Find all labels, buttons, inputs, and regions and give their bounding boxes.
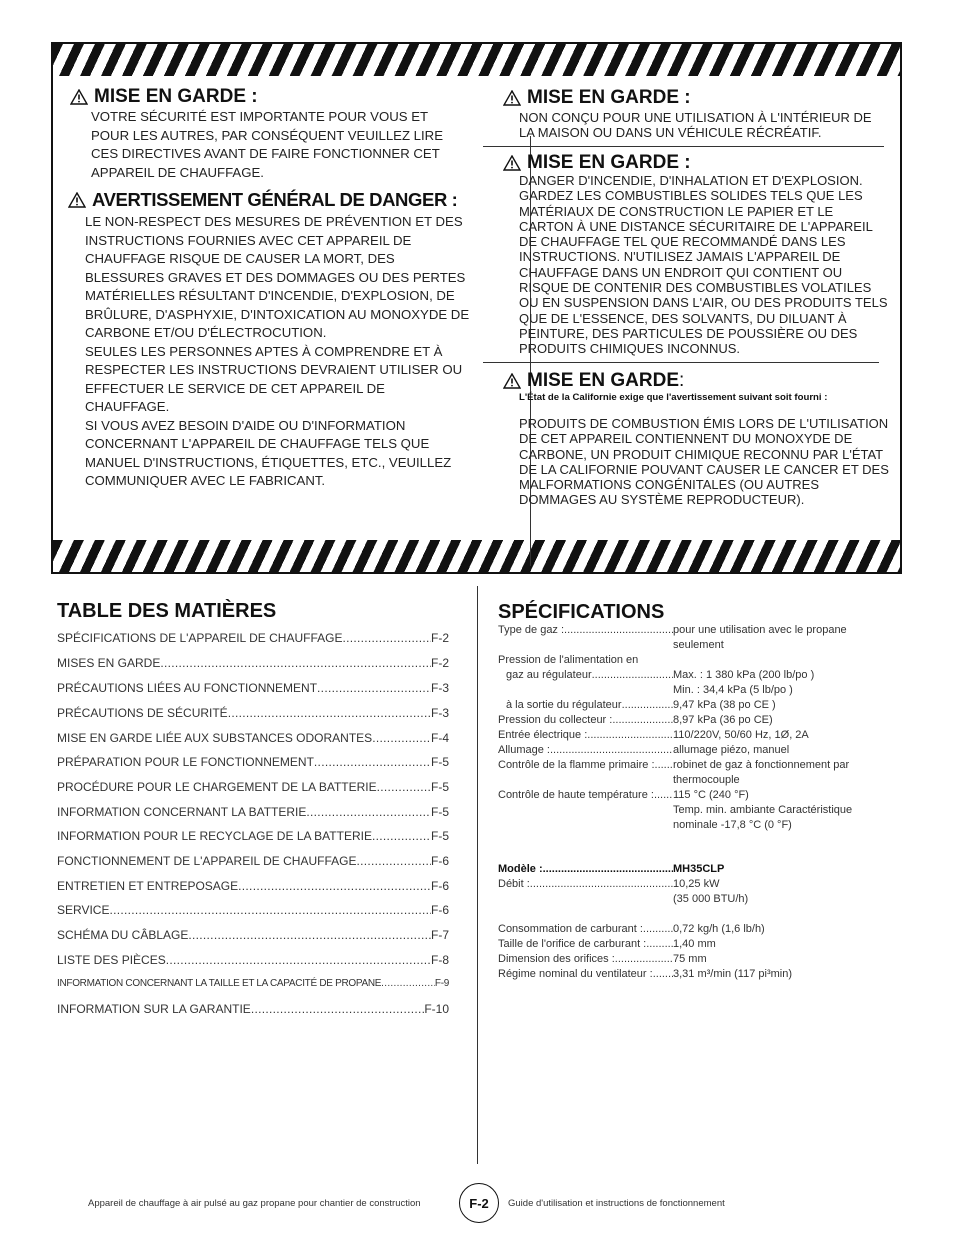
spec-label-cell (498, 713, 673, 728)
spec-label-cell (498, 862, 673, 877)
toc-item-label: PRÉPARATION POUR LE FONCTIONNEMENT (57, 755, 314, 769)
leader-dots (188, 928, 431, 942)
spec-value-cell (673, 937, 898, 952)
spec-value: 3,31 m³/min (117 pi³min) (673, 968, 792, 980)
leader-dots (228, 706, 431, 720)
spec-label: Taille de l'orifice de carburant : (498, 938, 647, 950)
warning-triangle-icon (68, 192, 86, 208)
warning-heading: MISE EN GARDE : (503, 152, 691, 174)
spec-value-cell (673, 862, 898, 877)
toc-item-label: PRÉCAUTIONS LIÉES AU FONCTIONNEMENT (57, 681, 318, 695)
spec-value-cell (673, 788, 898, 833)
footer-product-name: Appareil de chauffage à air pulsé au gaz propane pour chantier de construction (88, 1198, 421, 1209)
toc-item-page: F-8 (431, 953, 449, 967)
spec-label: Modèle : (498, 863, 543, 875)
warning-text: VOTRE SÉCURITÉ EST IMPORTANTE POUR VOUS ET POUR LES AUTRES, PAR CONSÉQUENT VEUILLEZ LIRE CES DIRECTIVES AVANT DE FAIRE FONCTIONNER CET APPAREIL DE CHAUFFAGE. (91, 109, 444, 180)
toc-item-label: LISTE DES PIÈCES (57, 953, 166, 967)
spec-value-cell (673, 922, 898, 937)
toc-item-page: F-5 (431, 755, 449, 769)
toc-item (57, 829, 449, 843)
spec-value-cell (673, 952, 898, 967)
spec-row (498, 713, 898, 728)
spec-row (498, 668, 898, 698)
danger-text: LE NON-RESPECT DES MESURES DE PRÉVENTION ET DES INSTRUCTIONS FOURNIES AVEC CET APPAREIL DE CHAUFFAGE RISQUE DE CAUSER LA MORT, DES BLESSURES GRAVES ET DES DOMMAGES OU DES PERTES MATÉRIELLES RÉSULTANT D'INCENDIE, D'EXPLOSION, DE BRÛLURE, D'ASPHYXIE, D'INTOXICATION AU MONOXYDE DE CARBONE ET/OU D'ÉLECTROCUTION. SEULES LES PERSONNES APTES À COMPRENDRE ET À RESPECTER LES INSTRUCTIONS DEVRAIENT UTILISER OU EFFECTUER LE SERVICE DE CET APPAREIL DE CHAUFFAGE. SI VOUS AVEZ BESOIN D'AIDE OU D'INFORMATION CONCERNANT L'APPAREIL DE CHAUFFAGE TELS QUE MANUEL D'INSTRUCTIONS, ÉTIQUETTES, ETC., VEUILLEZ COMMUNIQUER AVEC LE FABRICANT. (85, 214, 470, 488)
leader-dots (615, 952, 673, 967)
spec-value-cell (673, 877, 898, 907)
spec-value: 110/220V, 50/60 Hz, 1Ø, 2A (673, 729, 809, 741)
toc-item (57, 978, 449, 989)
spec-label-cell (498, 937, 673, 952)
leader-dots (550, 743, 673, 758)
leader-dots (377, 780, 431, 794)
spec-value: allumage piézo, manuel (673, 744, 790, 756)
spec-label-cell (498, 788, 673, 833)
toc-item-label: INFORMATION CONCERNANT LA BATTERIE (57, 805, 307, 819)
spec-value: pour une utilisation avec le propane (673, 624, 847, 636)
spec-value-line: Temp. min. ambiante Caractéristique (673, 804, 853, 816)
leader-dots (317, 681, 431, 695)
spec-label-cell (498, 743, 673, 758)
toc-item-label: INFORMATION CONCERNANT LA TAILLE ET LA CAPACITÉ DE PROPANE (57, 978, 382, 989)
spec-row (498, 788, 898, 833)
divider (483, 362, 879, 363)
spec-label-cell (498, 623, 673, 653)
toc-item (57, 854, 449, 868)
toc-item (57, 879, 449, 893)
toc-item-label: ENTRETIEN ET ENTREPOSAGE (57, 879, 239, 893)
toc-item-label: PROCÉDURE POUR LE CHARGEMENT DE LA BATTERIE (57, 780, 377, 794)
toc-item (57, 903, 449, 917)
spec-row (498, 623, 898, 653)
spec-value: 75 mm (673, 953, 707, 965)
spec-value-cell (673, 713, 898, 728)
danger-heading: AVERTISSEMENT GÉNÉRAL DE DANGER : (68, 189, 457, 211)
toc-item-page: F-9 (434, 978, 449, 989)
toc-item-label: SCHÉMA DU CÂBLAGE (57, 928, 189, 942)
leader-dots (564, 623, 673, 653)
spec-value-cell (673, 653, 898, 668)
leader-dots (372, 731, 431, 745)
toc-item-page: F-3 (431, 681, 449, 695)
spec-label: Pression du collecteur : (498, 714, 613, 726)
leader-dots (530, 877, 673, 907)
footer-guide-title: Guide d'utilisation et instructions de fonctionnement (508, 1198, 725, 1209)
toc-item (57, 805, 449, 819)
toc-item-label: MISE EN GARDE LIÉE AUX SUBSTANCES ODORANTES (57, 731, 373, 745)
prop65-text: PRODUITS DE COMBUSTION ÉMIS LORS DE L'UTILISATION DE CET APPAREIL CONTIENNENT DU MONOXYDE DE CARBONE, UN PRODUIT CHIMIQUE RECONNU PAR L'ÉTAT DE LA CALIFORNIE POUVANT CAUSER LE CANCER ET DES MALFORMATIONS CONGÉNITALES (OU AUTRES DOMMAGES AU SYSTÈME REPRODUCTEUR). (519, 416, 889, 508)
leader-dots (654, 788, 673, 833)
spec-label: Dimension des orifices : (498, 953, 615, 965)
spec-value-cell (673, 623, 898, 653)
spec-value: 9,47 kPa (38 po CE ) (673, 699, 776, 711)
warning-heading: MISE EN GARDE : (503, 370, 684, 392)
spec-value: 10,25 kW (673, 878, 720, 890)
spec-label-cell (498, 668, 673, 698)
spec-value-cell (673, 758, 898, 788)
toc-item-label: INFORMATION SUR LA GARANTIE (57, 1002, 251, 1016)
spec-label: Consommation de carburant : (498, 923, 643, 935)
leader-dots (653, 967, 673, 982)
toc-item (57, 681, 449, 695)
spec-row (498, 952, 898, 967)
spec-value-cell (673, 728, 898, 743)
spec-row (498, 758, 898, 788)
toc-item (57, 631, 449, 645)
toc-item-page: F-7 (431, 928, 449, 942)
toc-item (57, 755, 449, 769)
toc-item (57, 731, 449, 745)
spec-label-cell (498, 758, 673, 788)
spec-row (498, 967, 898, 982)
spec-label: à la sortie du régulateur (506, 699, 622, 711)
leader-dots (251, 1002, 425, 1016)
toc-item-page: F-3 (431, 706, 449, 720)
spec-label: Régime nominal du ventilateur : (498, 968, 653, 980)
spec-label-cell (498, 952, 673, 967)
spec-row (498, 743, 898, 758)
toc-item-page: F-5 (431, 805, 449, 819)
leader-dots (306, 805, 431, 819)
leader-dots (622, 698, 673, 713)
spec-label: Type de gaz : (498, 624, 565, 636)
spec-label-cell (498, 653, 673, 668)
spec-row (498, 728, 898, 743)
spec-value-line: (35 000 BTU/h) (673, 893, 749, 905)
spec-value-line: nominale -17,8 °C (0 °F) (673, 819, 792, 831)
toc-item-label: MISES EN GARDE (57, 656, 161, 670)
spec-label: Contrôle de la flamme primaire : (498, 759, 655, 771)
spec-label: Pression de l'alimentation en (498, 654, 639, 666)
warning-triangle-icon (70, 89, 88, 105)
california-note: L'État de la Californie exige que l'avertissement suivant soit fourni : (519, 392, 828, 403)
toc-item-label: SERVICE (57, 903, 110, 917)
toc-item (57, 656, 449, 670)
leader-dots (314, 755, 431, 769)
spec-value: robinet de gaz à fonctionnement par (673, 759, 850, 771)
toc-item (57, 953, 449, 967)
leader-dots (646, 937, 673, 952)
spec-label: Contrôle de haute température : (498, 789, 654, 801)
toc-title: TABLE DES MATIÈRES (57, 600, 277, 622)
spec-label: Allumage : (498, 744, 550, 756)
toc-item-label: PRÉCAUTIONS DE SÉCURITÉ (57, 706, 228, 720)
toc-item-page: F-5 (431, 829, 449, 843)
toc-item (57, 928, 449, 942)
divider (483, 146, 884, 147)
toc-item (57, 780, 449, 794)
spec-value-cell (673, 967, 898, 982)
spec-row (498, 922, 898, 937)
spec-row (498, 937, 898, 952)
toc-item-page: F-6 (431, 903, 449, 917)
leader-dots (109, 903, 431, 917)
spec-value: 8,97 kPa (36 po CE) (673, 714, 773, 726)
spec-label-cell (498, 967, 673, 982)
spec-value: Max. : 1 380 kPa (200 lb/po ) (673, 669, 815, 681)
toc-item (57, 706, 449, 720)
hazard-stripe-bottom (53, 540, 900, 572)
column-divider (477, 586, 478, 1164)
spec-row (498, 653, 898, 668)
warning-text: NON CONÇU POUR UNE UTILISATION À L'INTÉRIEUR DE LA MAISON OU DANS UN VÉHICULE RÉCRÉATIF. (519, 110, 872, 141)
spec-value-line: Min. : 34,4 kPa (5 lb/po ) (673, 684, 793, 696)
spec-value-cell (673, 668, 898, 698)
spec-label-cell (498, 728, 673, 743)
toc-item-page: F-2 (431, 656, 449, 670)
specs-title: SPÉCIFICATIONS (498, 601, 665, 623)
toc-item (57, 1002, 449, 1016)
warning-triangle-icon (503, 373, 521, 389)
warning-triangle-icon (503, 90, 521, 106)
spec-label-cell (498, 922, 673, 937)
leader-dots (356, 854, 431, 868)
warning-heading: MISE EN GARDE : (503, 87, 691, 109)
page-number-badge: F-2 (459, 1183, 499, 1223)
hazard-stripe-top (53, 44, 900, 76)
leader-dots (543, 862, 673, 877)
leader-dots (592, 668, 673, 698)
spec-label: Entrée électrique : (498, 729, 588, 741)
spec-value-cell (673, 743, 898, 758)
leader-dots (160, 656, 431, 670)
spec-value-line: thermocouple (673, 774, 740, 786)
spec-label-cell (498, 698, 673, 713)
spec-row (498, 862, 898, 877)
toc-item-page: F-5 (431, 780, 449, 794)
leader-dots (238, 879, 431, 893)
toc-item-label: FONCTIONNEMENT DE L'APPAREIL DE CHAUFFAGE (57, 854, 357, 868)
spec-value: 115 °C (240 °F) (673, 789, 749, 801)
leader-dots (372, 829, 431, 843)
leader-dots (342, 631, 431, 645)
spec-label-cell (498, 877, 673, 907)
toc-item-page: F-10 (424, 1002, 449, 1016)
leader-dots (643, 922, 673, 937)
toc-item-label: INFORMATION POUR LE RECYCLAGE DE LA BATTERIE (57, 829, 372, 843)
toc-item-page: F-6 (431, 854, 449, 868)
toc-item-page: F-4 (431, 731, 449, 745)
spec-row (498, 698, 898, 713)
leader-dots (612, 713, 673, 728)
spec-label: Débit : (498, 878, 530, 890)
leader-dots (381, 978, 435, 989)
spec-value: MH35CLP (673, 863, 725, 875)
spec-label: gaz au régulateur (506, 669, 592, 681)
spec-value: 1,40 mm (673, 938, 716, 950)
toc-item-label: SPÉCIFICATIONS DE L'APPAREIL DE CHAUFFAGE (57, 631, 343, 645)
warning-triangle-icon (503, 155, 521, 171)
spec-value-cell (673, 698, 898, 713)
leader-dots (655, 758, 673, 788)
warning-heading: MISE EN GARDE : (70, 86, 258, 108)
toc-item-page: F-6 (431, 879, 449, 893)
toc-item-page: F-2 (431, 631, 449, 645)
spec-value: 0,72 kg/h (1,6 lb/h) (673, 923, 765, 935)
spec-value-line: seulement (673, 639, 724, 651)
warning-text: DANGER D'INCENDIE, D'INHALATION ET D'EXPLOSION. GARDEZ LES COMBUSTIBLES SOLIDES TELS QUE LES MATÉRIAUX DE CONSTRUCTION LE PAPIER ET LE CARTON À UNE DISTANCE SÉCURITAIRE DE L'APPAREIL DE CHAUFFAGE TEL QUE RECOMMANDÉ DANS LES INSTRUCTIONS. N'UTILISEZ JAMAIS L'APPAREIL DE CHAUFFAGE DANS UN ENDROIT QUI CONTIENT OU RISQUE DE CONTENIR DES COMBUSTIBLES VOLATILES OU EN SUSPENSION DANS L'AIR, OU DES PRODUITS TELS QUE DE L'ESSENCE, DES SOLVANTS, DU DILUANT À PEINTURE, DES PARTICULES DE POUSSIÈRE OU DES PRODUITS CHIMIQUES INCONNUS. (519, 173, 888, 357)
leader-dots (166, 953, 431, 967)
leader-dots (587, 728, 673, 743)
spec-row (498, 877, 898, 907)
